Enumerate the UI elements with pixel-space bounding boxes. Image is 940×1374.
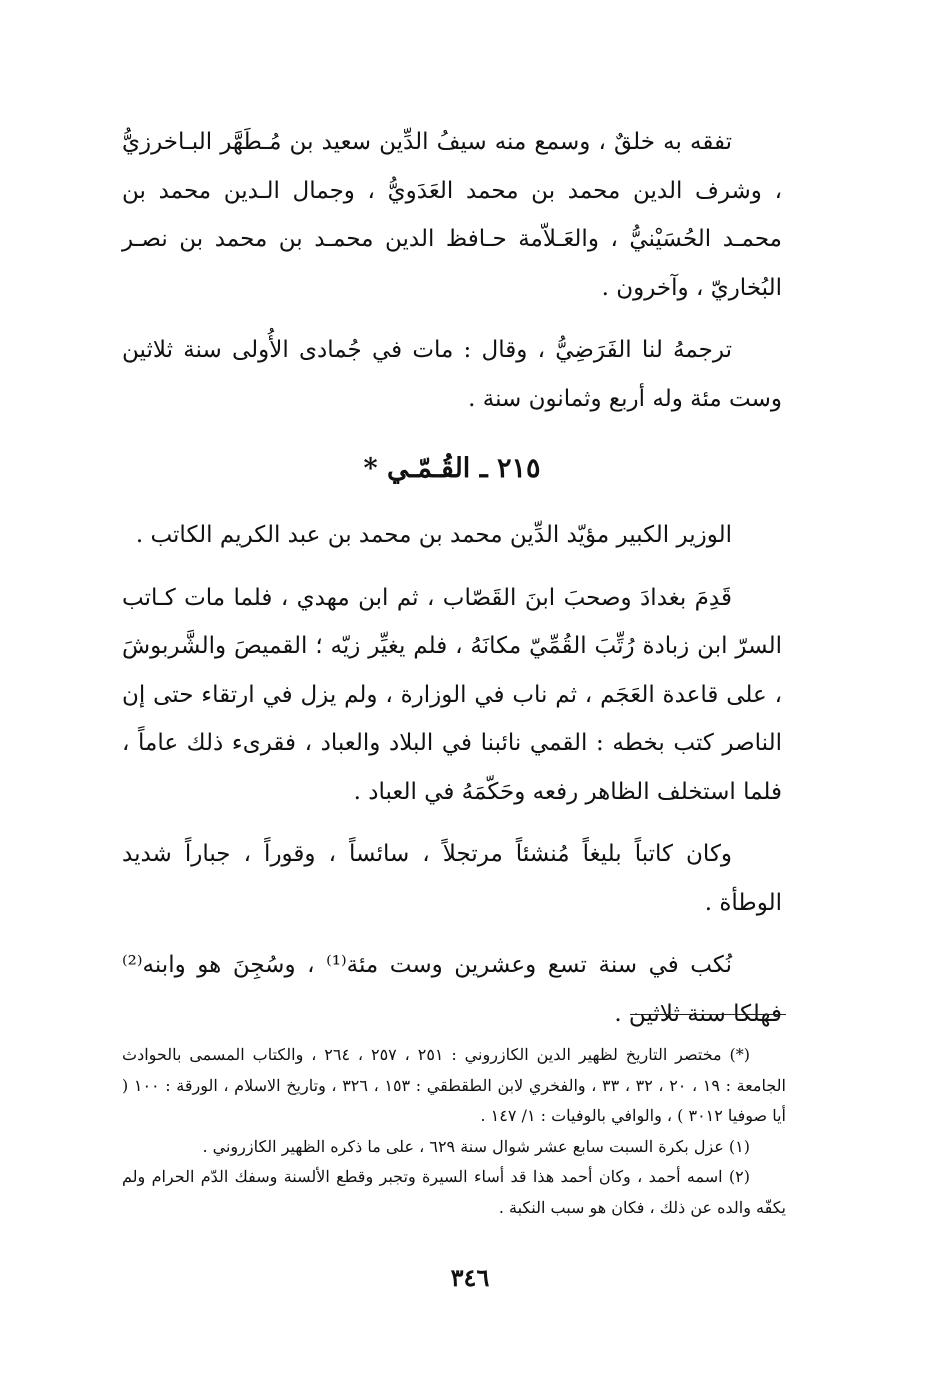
paragraph-downfall: نُكب في سنة تسع وعشرين وست مئة⁽¹⁾ ، وسُجِنَ هو وابنه⁽²⁾ فهلكا سنة ثلاثين .	[122, 952, 782, 1027]
paragraph-character: وكان كاتباً بليغاً مُنشئاً مرتجلاً ، سائساً ، وقوراً ، جباراً شديد الوطأة .	[122, 841, 782, 916]
paragraph-name: الوزير الكبير مؤيّد الدِّين محمد بن محمد بن عبد الكريم الكاتب .	[135, 522, 732, 548]
footnotes	[122, 1040, 786, 1223]
page-number: ٣٤٦	[450, 1263, 490, 1292]
paragraph-teachers: تفقه به خلقٌ ، وسمع منه سيفُ الدِّين سعيد بن مُـطَهَّر البـاخرزيُّ ، وشرف الدين محمد بن محمد العَدَويُّ ، وجمال الـدين محمد بن محمـد الحُسَيْنيُّ ، والعَـلاّمة حـافظ الدين محمـد بن محمد بن نصـر البُخاريّ ، وآخرون .	[122, 129, 782, 301]
footnote-separator	[630, 1014, 786, 1015]
footnote-sources: (*) مختصر التاريخ لظهير الدين الكازروني : ٢٥١ ، ٢٥٧ ، ٢٦٤ ، والكتاب المسمى بالحوادث الجامعة : ١٩ ، ٢٠ ، ٣٢ ، ٣٣ ، والفخري لابن الطقطقي : ١٥٣ ، ٣٢٦ ، وتاريخ الاسلام ، الورقة : ١٠٠ ( أيا صوفيا ٣٠١٢ ) ، والوافي بالوفيات : ١/ ١٤٧ .	[122, 1045, 786, 1125]
footnote-2: (٢) اسمه أحمد ، وكان أحمد هذا قد أساء السيرة وتجبر وقطع الألسنة وسفك الدّم الحرام ولم يكفّه والده عن ذلك ، فكان هو سبب النكبة .	[122, 1167, 786, 1217]
paragraph-death: ترجمهُ لنا الفَرَضِيُّ ، وقال : مات في جُمادى الأُولى سنة ثلاثين وست مئة وله أربع وثمانون سنة .	[122, 337, 782, 412]
paragraph-career: قَدِمَ بغدادَ وصحبَ ابنَ القَصّاب ، ثم ابن مهدي ، فلما مات كـاتب السرّ ابن زبادة رُتِّبَ القُمِّيّ مكانَهُ ، فلم يغيِّر زيّه ؛ القميصَ والشَّربوشَ ، على قاعدة العَجَم ، ثم ناب في الوزارة ، ولم يزل في ارتقاء حتى إن الناصر كتب بخطه : القمي نائبنا في البلاد والعباد ، فقرىء ذلك عاماً ، فلما استخلف الظاهر رفعه وحَكّمَهُ في العباد .	[122, 584, 782, 805]
main-text	[122, 118, 782, 1052]
entry-heading: ٢١٥ ـ القُـمّـي *	[363, 453, 541, 484]
footnote-1: (١) عزل بكرة السبت سابع عشر شوال سنة ٦٢٩ ، على ما ذكره الظهير الكازروني .	[202, 1136, 750, 1156]
